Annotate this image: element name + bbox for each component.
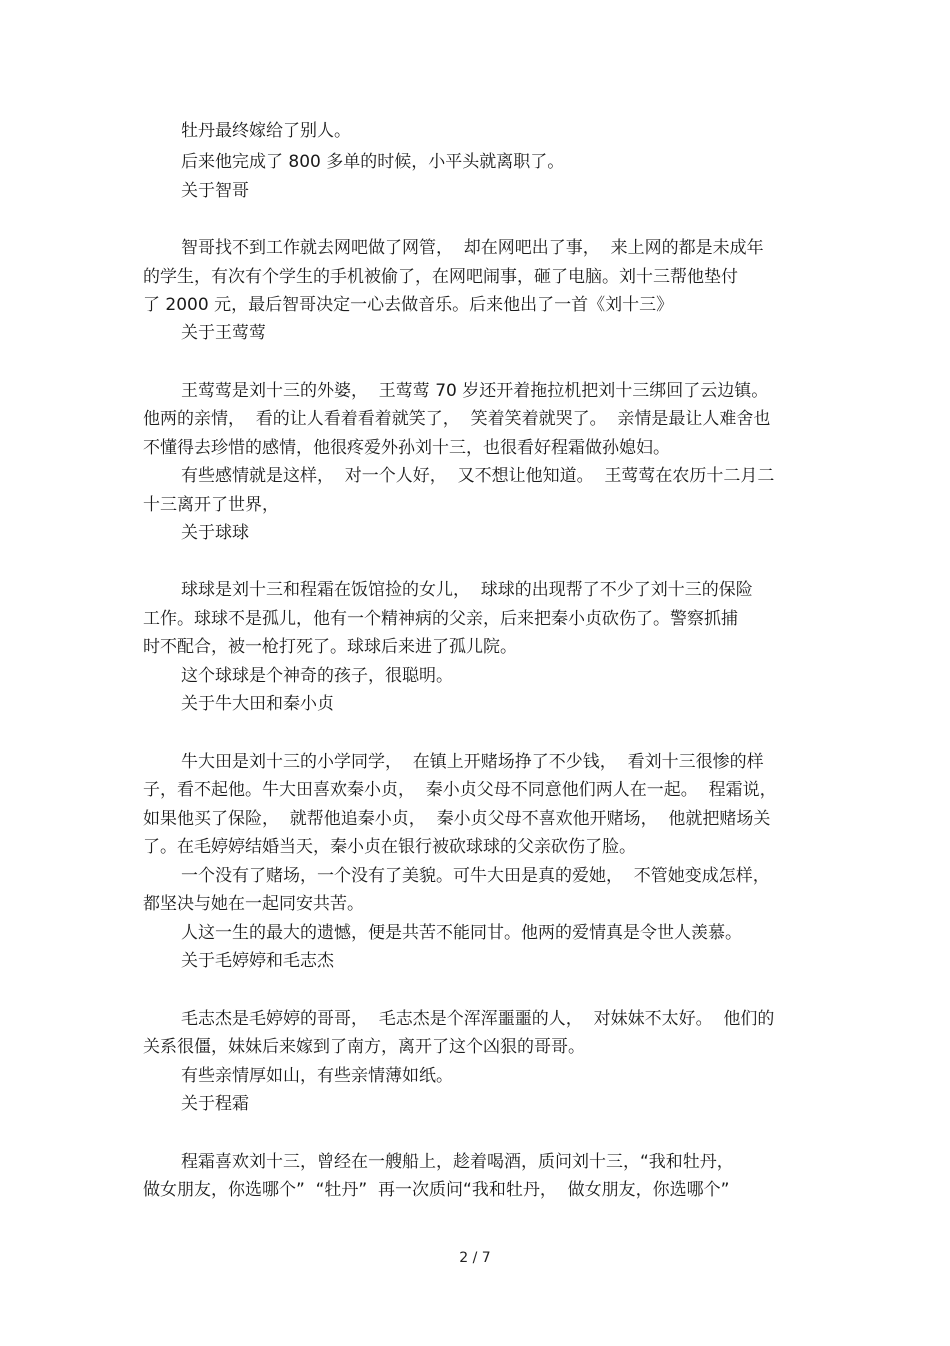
paragraph-line: 王莺莺是刘十三的外婆， 王莺莺 70 岁还开着拖拉机把刘十三绑回了云边镇。 [181,381,769,401]
paragraph-line: 十三离开了世界， [143,495,279,515]
paragraph-line: 时不配合，被一枪打死了。球球后来进了孤儿院。 [143,637,517,657]
paragraph-line: 做女朋友，你选哪个” “牡丹” 再一次质问“我和牡丹， 做女朋友，你选哪个” [143,1180,730,1200]
paragraph-line: 程霜喜欢刘十三，曾经在一艘船上，趁着喝酒，质问刘十三，“我和牡丹， [181,1152,734,1172]
page-number: 2 / 7 [459,1250,491,1266]
paragraph-line: 智哥找不到工作就去网吧做了网管， 却在网吧出了事， 来上网的都是未成年 [181,238,764,258]
section-heading: 关于毛婷婷和毛志杰 [181,951,334,971]
section-heading: 关于球球 [181,523,249,543]
paragraph-line: 这个球球是个神奇的孩子，很聪明。 [181,666,453,686]
paragraph-line: 工作。球球不是孤儿，他有一个精神病的父亲，后来把秦小贞砍伤了。警察抓捕 [143,609,738,629]
paragraph-line: 一个没有了赌场，一个没有了美貌。可牛大田是真的爱她， 不管她变成怎样， [181,866,770,886]
section-heading: 关于程霜 [181,1094,249,1114]
paragraph-line: 牛大田是刘十三的小学同学， 在镇上开赌场挣了不少钱， 看刘十三很惨的样 [181,752,764,772]
paragraph-line: 如果他买了保险， 就帮他追秦小贞， 秦小贞父母不喜欢他开赌场， 他就把赌场关 [143,809,771,829]
paragraph-line: 关系很僵，妹妹后来嫁到了南方，离开了这个凶狠的哥哥。 [143,1037,585,1057]
paragraph-line: 了 2000 元，最后智哥决定一心去做音乐。后来他出了一首《刘十三》 [143,295,674,315]
paragraph-line: 了。在毛婷婷结婚当天，秦小贞在银行被砍球球的父亲砍伤了脸。 [143,837,636,857]
paragraph-line: 他两的亲情， 看的让人看着看着就笑了， 笑着笑着就哭了。 亲情是最让人难舍也 [143,409,771,429]
paragraph-line: 子，看不起他。牛大田喜欢秦小贞， 秦小贞父母不同意他们两人在一起。 程霜说， [143,780,777,800]
section-heading: 关于智哥 [181,181,249,201]
paragraph-line: 后来他完成了 800 多单的时候，小平头就离职了。 [181,152,565,172]
paragraph-line: 牡丹最终嫁给了别人。 [181,121,351,141]
paragraph-line: 都坚决与她在一起同安共苦。 [143,894,364,914]
paragraph-line: 球球是刘十三和程霜在饭馆捡的女儿， 球球的出现帮了不少了刘十三的保险 [181,580,753,600]
paragraph-line: 的学生，有次有个学生的手机被偷了，在网吧闹事，砸了电脑。刘十三帮他垫付 [143,267,738,287]
section-heading: 关于王莺莺 [181,323,266,343]
paragraph-line: 不懂得去珍惜的感情，他很疼爱外孙刘十三，也很看好程霜做孙媳妇。 [143,438,670,458]
paragraph-line: 有些亲情厚如山，有些亲情薄如纸。 [181,1066,453,1086]
paragraph-line: 人这一生的最大的遗憾，便是共苦不能同甘。他两的爱情真是令世人羡慕。 [181,923,742,943]
section-heading: 关于牛大田和秦小贞 [181,694,334,714]
paragraph-line: 毛志杰是毛婷婷的哥哥， 毛志杰是个浑浑噩噩的人， 对妹妹不太好。 他们的 [181,1009,775,1029]
paragraph-line: 有些感情就是这样， 对一个人好， 又不想让他知道。 王莺莺在农历十二月二 [181,466,775,486]
